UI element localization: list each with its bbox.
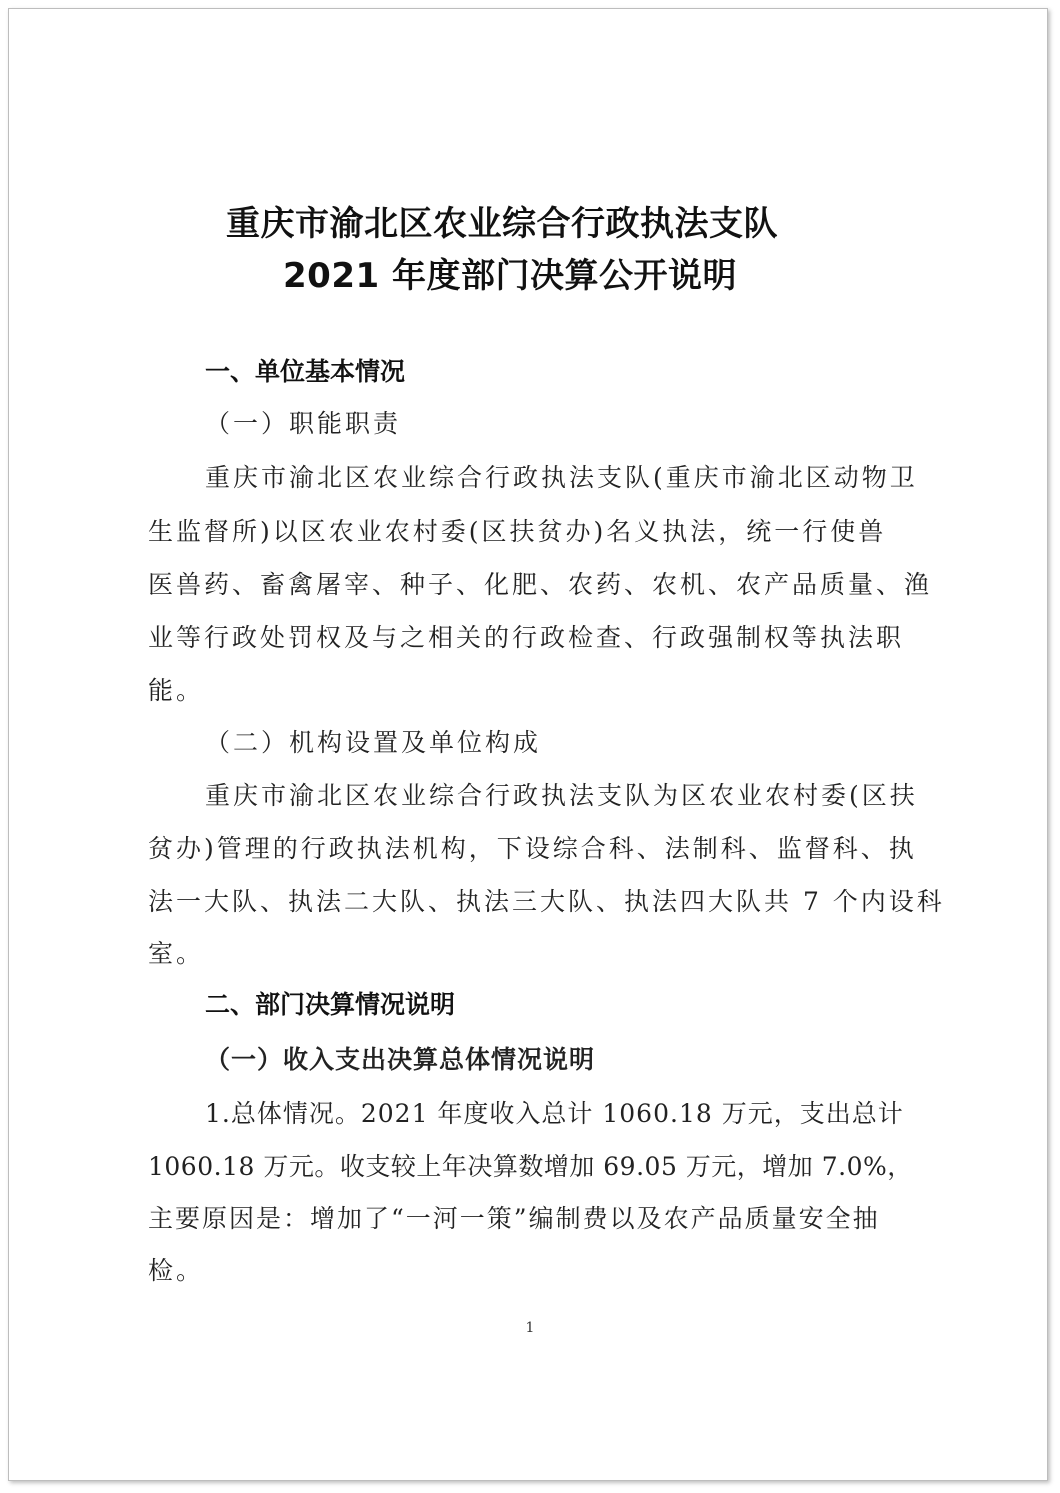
paragraph-line: 1060.18 万元。收支较上年决算数增加 69.05 万元，增加 7.0%，	[148, 1152, 913, 1181]
paragraph-line: 生监督所)以区农业农村委(区扶贫办)名义执法，统一行使兽	[148, 517, 887, 546]
page-number: 1	[525, 1320, 535, 1336]
paragraph-line: 业等行政处罚权及与之相关的行政检查、行政强制权等执法职	[148, 623, 905, 652]
document-title-line-1: 重庆市渝北区农业综合行政执法支队	[226, 204, 778, 244]
section-1-2-heading: （二）机构设置及单位构成	[205, 728, 542, 757]
paragraph-line: 1.总体情况。2021 年度收入总计 1060.18 万元，支出总计	[205, 1099, 904, 1128]
paragraph-line: 室。	[148, 939, 205, 968]
paragraph-line: 检。	[148, 1256, 205, 1285]
paragraph-line: 重庆市渝北区农业综合行政执法支队(重庆市渝北区动物卫	[205, 463, 918, 492]
document-title-line-2: 2021 年度部门决算公开说明	[283, 256, 737, 296]
section-1-heading: 一、单位基本情况	[205, 357, 406, 386]
section-1-1-heading: （一）职能职责	[205, 409, 402, 438]
paragraph-line: 主要原因是：增加了“一河一策”编制费以及农产品质量安全抽	[148, 1204, 880, 1233]
paragraph-line: 贫办)管理的行政执法机构，下设综合科、法制科、监督科、执	[148, 834, 917, 863]
paragraph-line: 医兽药、畜禽屠宰、种子、化肥、农药、农机、农产品质量、渔	[148, 570, 933, 599]
section-2-heading: 二、部门决算情况说明	[205, 990, 456, 1019]
section-2-1-heading: （一）收入支出决算总体情况说明	[205, 1045, 596, 1074]
paragraph-line: 能。	[148, 676, 205, 705]
paragraph-line: 重庆市渝北区农业综合行政执法支队为区农业农村委(区扶	[205, 781, 918, 810]
paragraph-line: 法一大队、执法二大队、执法三大队、执法四大队共 7 个内设科	[148, 887, 945, 916]
